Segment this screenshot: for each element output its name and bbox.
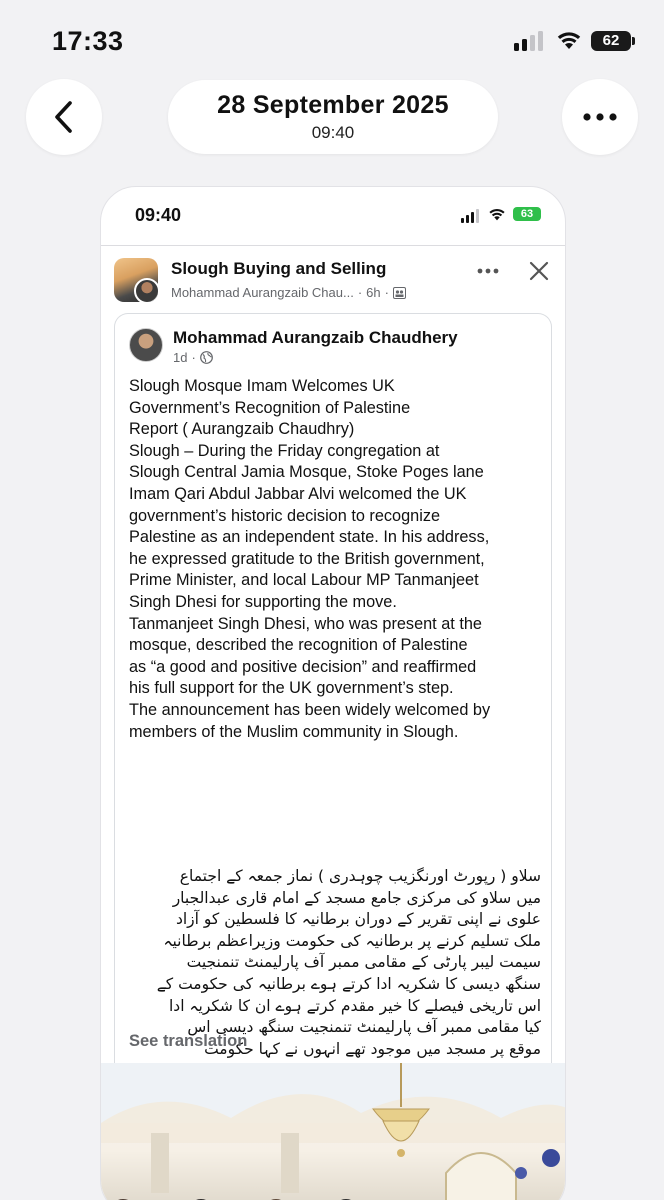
- group-name[interactable]: Slough Buying and Selling: [171, 259, 387, 278]
- chevron-left-icon: [53, 100, 75, 134]
- battery-indicator: 62: [591, 31, 631, 51]
- post-text-line: members of the Muslim community in Slough.: [129, 722, 459, 741]
- header-date: 28 September 2025: [217, 91, 449, 119]
- author-avatar[interactable]: [129, 328, 163, 362]
- screenshot-image[interactable]: [100, 186, 566, 1200]
- header-time: 09:40: [311, 123, 355, 142]
- post-text-line: Palestine as an independent state. In his address,: [129, 528, 490, 547]
- post-photo[interactable]: [101, 1063, 566, 1200]
- inner-wifi-icon: [488, 206, 506, 221]
- see-translation-link[interactable]: See translation: [129, 1032, 248, 1050]
- separator-dot: ·: [191, 350, 196, 365]
- post-text-line: Singh Dhesi for supporting the move.: [129, 592, 397, 611]
- post-text-line: Slough – During the Friday congregation at: [129, 441, 440, 460]
- close-button[interactable]: [525, 257, 553, 285]
- more-icon: [582, 113, 618, 121]
- post-text-line: Imam Qari Abdul Jabbar Alvi welcomed the UK: [129, 484, 467, 503]
- post-text-line: his full support for the UK government’s step.: [129, 679, 454, 698]
- mosque-photo-illustration: [101, 1063, 566, 1200]
- close-icon: [529, 261, 549, 281]
- post-text-line: Government’s Recognition of Palestine: [129, 398, 411, 417]
- post-text-line: government’s historic decision to recognize: [129, 506, 441, 525]
- divider: [101, 245, 566, 246]
- poster-name[interactable]: Mohammad Aurangzaib Chau...: [171, 285, 354, 300]
- post-text-line: Slough Central Jamia Mosque, Stoke Poges lane: [129, 463, 484, 482]
- poster-mini-avatar: [134, 278, 158, 302]
- post-body-english: [129, 376, 541, 743]
- post-meta: [173, 350, 213, 365]
- separator-dot: ·: [357, 285, 363, 300]
- group-avatar[interactable]: [114, 258, 158, 302]
- post-text-line: سیمت لیبر پارٹی کے مقامی ممبر آف پارلیمنٹ تنمنجیت: [186, 953, 541, 972]
- post-text-line: سلاو ( رپورٹ اورنگزیب چوہدری ) نماز جمعہ کے اجتماع: [179, 867, 541, 885]
- wifi-icon: [556, 28, 582, 50]
- post-text-line: Report ( Aurangzaib Chaudhry): [129, 420, 355, 439]
- inner-signal-icon: [461, 209, 479, 223]
- post-text-line: علوی نے اپنی تقریر کے دوران برطانیہ کا فلسطین کو آزاد: [175, 910, 541, 929]
- post-text-line: ملک تسلیم کرنے پر برطانیہ کی حکومت وزیراعظم برطانیہ: [163, 931, 541, 950]
- post-age: 1d: [173, 350, 188, 365]
- post-text-line: میں سلاو کی مرکزی جامع مسجد کے امام قاری عبدالجبار: [172, 888, 541, 907]
- status-bar: [0, 0, 664, 80]
- more-button[interactable]: [562, 79, 638, 155]
- inner-battery-indicator: 63: [513, 207, 541, 221]
- post-text-line: Slough Mosque Imam Welcomes UK: [129, 377, 395, 395]
- post-text-line: اس تاریخی فیصلے کا خیر مقدم کرتے ہوے ان کا شکریہ ادا: [168, 996, 541, 1015]
- separator-dot: ·: [384, 285, 389, 300]
- inner-status-time: 09:40: [135, 205, 182, 225]
- post-text-line: کیا مقامی ممبر آف پارلیمنٹ تنمنجیت سنگھ دیسی اس: [187, 1018, 541, 1037]
- status-time: 17:33: [52, 26, 124, 56]
- post-text-line: as “a good and positive decision” and reaffirmed: [129, 657, 477, 676]
- post-text-line: Tanmanjeet Singh Dhesi, who was present at the: [129, 614, 482, 633]
- globe-icon: [200, 351, 213, 364]
- post-text-line: موقع پر مسجد میں موجود تھے انہوں نے کہا حکومت: [204, 1039, 541, 1058]
- post-options-button[interactable]: [473, 259, 503, 283]
- more-icon: [477, 268, 499, 274]
- post-text-line: Prime Minister, and local Labour MP Tanmanjeet: [129, 571, 479, 590]
- post-text-line: سنگھ دیسی کا شکریہ ادا کرتے ہوے برطانیہ کی حکومت کے: [156, 974, 541, 993]
- back-button[interactable]: [26, 79, 102, 155]
- author-name[interactable]: Mohammad Aurangzaib Chaudhery: [173, 328, 458, 347]
- post-text-line: mosque, described the recognition of Palestine: [129, 636, 468, 655]
- group-badge-icon: [393, 287, 406, 299]
- signal-icon: [514, 31, 543, 51]
- date-header: [168, 80, 498, 154]
- group-subtitle: [171, 285, 406, 300]
- post-text-line: The announcement has been widely welcomed by: [129, 700, 491, 719]
- post-age: 6h: [366, 285, 381, 300]
- post-text-line: he expressed gratitude to the British government,: [129, 549, 485, 568]
